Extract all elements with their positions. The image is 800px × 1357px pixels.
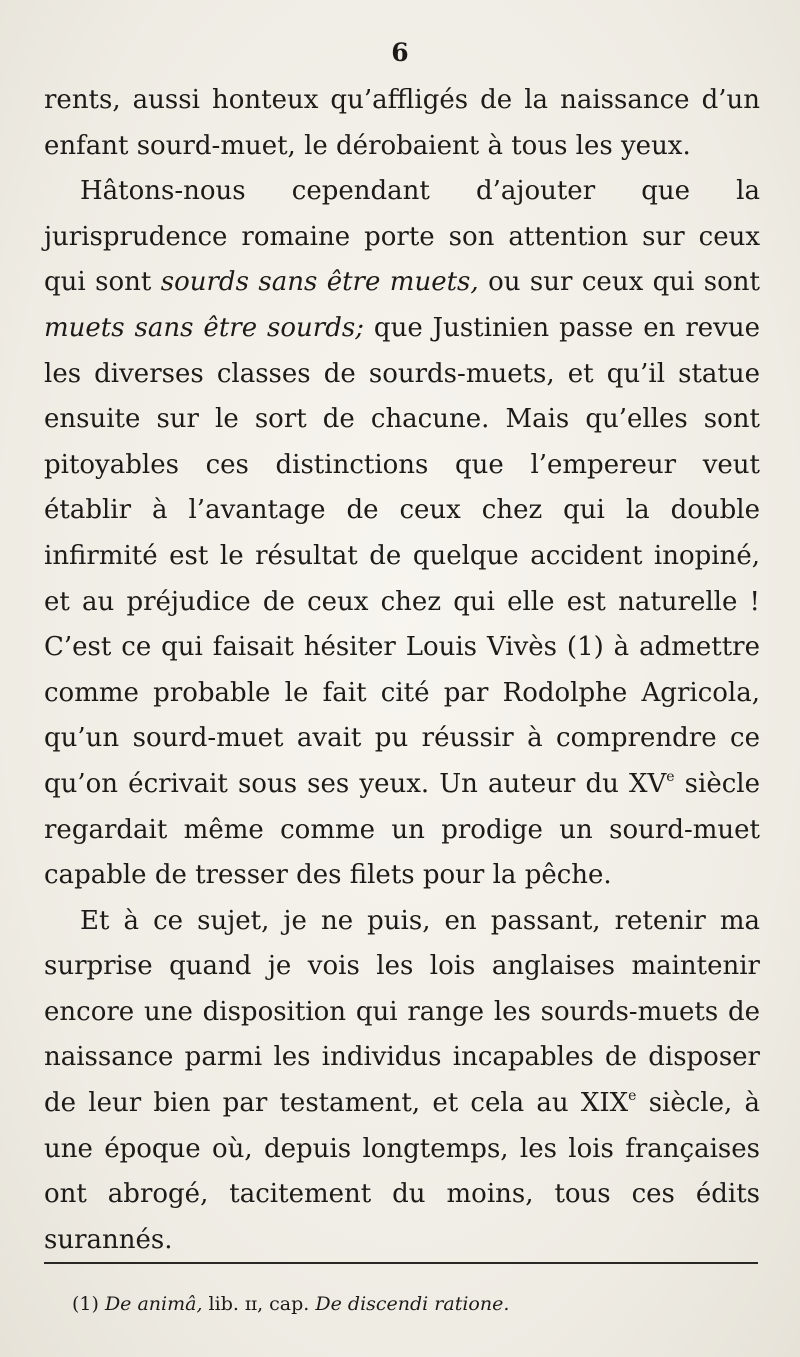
footnote [72,1290,762,1318]
footnote-rule [44,1262,758,1264]
text-run: lib. ɪɪ, cap. [202,1293,316,1315]
text-run: que Justinien passe en revue les diverses classes de sourds-muets, et qu’il statue ensuite sur le sort de chacune. Mais qu’elles sont pitoyables ces distinctions que l’empereur veut établir à l’avantage de ceux chez qui la double infirmité est le résultat de quelque accident inopiné, et au préjudice de ceux chez qui elle est naturelle ! C’est ce qui faisait hésiter Louis Vivès (1) à admettre comme probable le fait cité par Rodolphe Agricola, qu’un sourd-muet avait pu réussir à comprendre ce qu’on écrivait sous ses yeux. Un auteur du XV [44,312,760,799]
text-run: Et à ce sujet, je ne puis, en passant, retenir ma surprise quand je vois les lois anglaises maintenir encore une disposition qui range les sourds-muets de naissance parmi les individus incapables de disposer de leur bien par testament, et cela au XIX [44,905,760,1119]
superscript: e [628,1087,637,1104]
italic-text: sourds sans être muets, [160,267,479,298]
body-text [44,78,760,1263]
italic-text: muets sans être sourds; [44,312,364,343]
text-run: (1) [72,1293,105,1315]
text-run: ou sur ceux qui sont [478,267,760,298]
page-number: 6 [391,38,409,67]
text-run: rents, aussi honteux qu’affligés de la naissance d’un enfant sourd-muet, le dérobaient à tous les yeux. [44,85,760,161]
text-run: Hâtons-nous cependant d’ajouter que la jurisprudence romaine porte son attention sur ceux qui sont [44,176,760,298]
paragraph [44,169,760,899]
text-run: siècle, à une époque où, depuis longtemps, les lois françaises ont abrogé, tacitement du moins, tous ces édits surannés. [44,1088,761,1255]
paragraph [44,78,760,169]
paragraph [44,899,760,1264]
superscript: e [666,768,675,785]
italic-text: De animâ, [104,1293,203,1315]
italic-text: De discendi ratione. [315,1293,510,1315]
text-run: siècle regardait même comme un prodige un sourd-muet capable de tresser des filets pour la pêche. [44,768,760,891]
